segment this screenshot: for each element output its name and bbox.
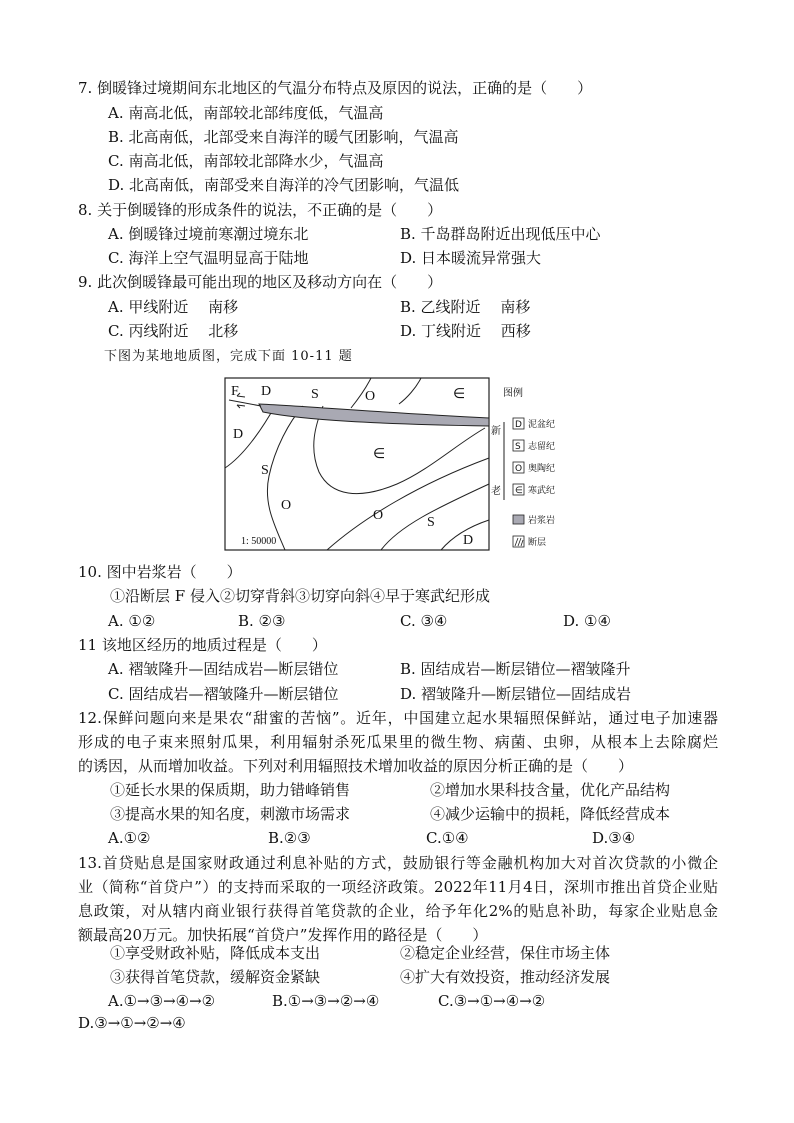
geological-map	[223, 376, 563, 556]
q9-option-d: D. 丁线附近 西移	[400, 322, 531, 340]
q13-stem-line2: 业（简称“首贷户”）的支持而采取的一项经济政策。2022年11月4日，深圳市推出首贷企业贴	[78, 878, 718, 896]
q10-option-c: C. ③④	[400, 612, 448, 630]
stratum-label: O	[373, 508, 384, 523]
stratum-label: S	[427, 515, 435, 530]
stratum-label: S	[311, 387, 319, 402]
legend-items	[513, 418, 555, 548]
q7-stem: 7. 倒暖锋过境期间东北地区的气温分布特点及原因的说法，正确的是（ ）	[78, 79, 593, 97]
stratum-label: O	[365, 389, 376, 404]
q7-option-d: D. 北高南低，南部受来自海洋的冷气团影响，气温低	[108, 176, 460, 194]
q7-option-a: A. 南高北低，南部较北部纬度低，气温高	[108, 104, 384, 122]
legend-symbol: S	[515, 442, 521, 452]
q11-option-b: B. 固结成岩—断层错位—褶皱隆升	[400, 660, 631, 678]
q10-stem: 10. 图中岩浆岩（ ）	[78, 563, 242, 581]
q12-stem-line3: 的诱因，从而增加收益。下列对利用辐照技术增加收益的原因分析正确的是（ ）	[78, 757, 634, 775]
q12-stem-line2: 形成的电子束来照射瓜果，利用辐射杀死瓜果里的微生物、病菌、虫卵，从根本上去除腐烂	[78, 733, 718, 751]
map-scale: 1: 50000	[241, 536, 277, 547]
q13-stem-line4: 额最高20万元。加快拓展“首贷户”发挥作用的路径是（ ）	[78, 926, 488, 944]
legend-age-old: 老	[491, 486, 501, 497]
q11-option-c: C. 固结成岩—褶皱隆升—断层错位	[108, 685, 339, 703]
legend-magma-swatch	[513, 515, 524, 524]
q13-stem-line1: 13.首贷贴息是国家财政通过利息补贴的方式，鼓励银行等金融机构加大对首次贷款的小微企	[78, 854, 718, 872]
q13-option-b: B.①→③→②→④	[272, 992, 380, 1010]
q10-items: ①沿断层 F 侵入②切穿背斜③切穿向斜④早于寒武纪形成	[110, 587, 490, 605]
q13-option-c: C.③→①→④→②	[438, 992, 546, 1010]
stratum-label: D	[261, 384, 272, 399]
q13-option-a: A.①→③→④→②	[108, 992, 216, 1010]
stratum-label: S	[261, 463, 269, 478]
q12-option-a: A.①②	[108, 829, 151, 847]
q13-item-1: ①享受财政补贴，降低成本支出	[110, 944, 321, 962]
q8-option-d: D. 日本暖流异常强大	[400, 249, 542, 267]
q8-stem: 8. 关于倒暖锋的形成条件的说法，不正确的是（ ）	[78, 201, 443, 219]
legend-label: 寒武纪	[528, 486, 556, 496]
legend-label: 志留纪	[528, 442, 556, 452]
q11-option-a: A. 褶皱隆升—固结成岩—断层错位	[108, 660, 339, 678]
q11-option-d: D. 褶皱隆升—断层错位—固结成岩	[400, 685, 632, 703]
q13-item-3: ③获得首笔贷款，缓解资金紧缺	[110, 968, 321, 986]
q12-item-1: ①延长水果的保质期，助力错峰销售	[110, 781, 351, 799]
fault-label-f: F	[231, 384, 239, 399]
legend-label: 奥陶纪	[528, 464, 556, 474]
q12-option-b: B.②③	[268, 829, 311, 847]
q8-option-a: A. 倒暖锋过境前寒潮过境东北	[108, 225, 309, 243]
q9-option-c: C. 丙线附近 北移	[108, 322, 239, 340]
q7-option-b: B. 北高南低，北部受来自海洋的暖气团影响，气温高	[108, 128, 459, 146]
legend-label: 泥盆纪	[528, 420, 556, 430]
stratum-label: ∈	[373, 447, 386, 462]
q12-stem-line1: 12.保鲜问题向来是果农“甜蜜的苦恼”。近年，中国建立起水果辐照保鲜站，通过电子加速器	[78, 709, 718, 727]
stratum-label: D	[233, 427, 244, 442]
legend-title: 图例	[503, 388, 523, 399]
stratum-label: O	[281, 498, 292, 513]
q12-option-c: C.①④	[426, 829, 469, 847]
legend-symbol: D	[515, 420, 522, 430]
q10-option-b: B. ②③	[238, 612, 286, 630]
q12-option-d: D.③④	[592, 829, 636, 847]
q13-item-2: ②稳定企业经营，保住市场主体	[400, 944, 611, 962]
legend-label: 岩浆岩	[528, 516, 556, 526]
q7-option-c: C. 南高北低，南部较北部降水少，气温高	[108, 152, 384, 170]
q9-option-b: B. 乙线附近 南移	[400, 298, 531, 316]
q12-item-4: ④减少运输中的损耗，降低经营成本	[430, 805, 671, 823]
q10-option-d: D. ①④	[563, 612, 611, 630]
legend-label: 断层	[528, 538, 547, 548]
q13-stem-line3: 息政策，对从辖内商业银行获得首笔贷款的企业，给予年化2%的贴息补助，每家企业贴息金	[78, 902, 718, 920]
legend-symbol: O	[515, 464, 523, 474]
q9-stem: 9. 此次倒暖锋最可能出现的地区及移动方向在（ ）	[78, 273, 443, 291]
q8-option-c: C. 海洋上空气温明显高于陆地	[108, 249, 309, 267]
stratum-label: D	[463, 533, 474, 548]
q8-option-b: B. 千岛群岛附近出现低压中心	[400, 225, 601, 243]
stratum-label: ∈	[453, 387, 466, 402]
legend-age-new: 新	[491, 426, 501, 437]
legend-symbol: ∈	[515, 486, 523, 496]
q12-item-3: ③提高水果的知名度，刺激市场需求	[110, 805, 351, 823]
q11-stem: 11 该地区经历的地质过程是（ ）	[78, 636, 327, 654]
figure-caption: 下图为某地地质图，完成下面 10-11 题	[104, 349, 353, 364]
q9-option-a: A. 甲线附近 南移	[108, 298, 239, 316]
q13-option-d: D.③→①→②→④	[78, 1014, 186, 1032]
q10-option-a: A. ①②	[108, 612, 156, 630]
q13-item-4: ④扩大有效投资，推动经济发展	[400, 968, 611, 986]
q12-item-2: ②增加水果科技含量，优化产品结构	[430, 781, 671, 799]
